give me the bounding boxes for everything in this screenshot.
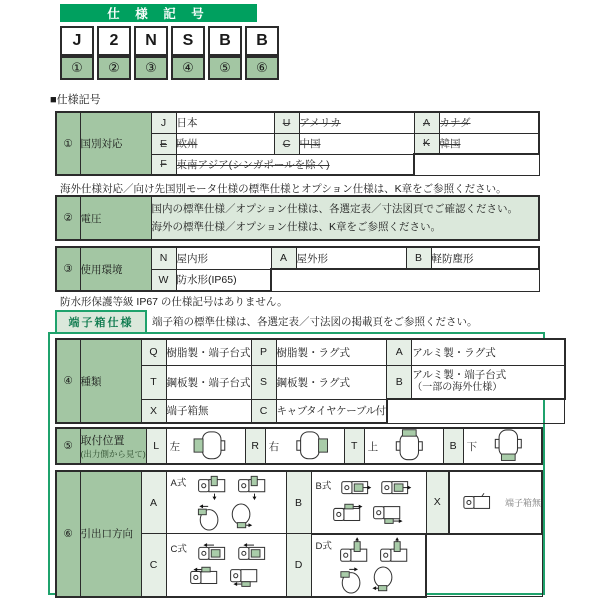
code-cell: W <box>151 269 176 291</box>
value-cell: 屋内形 <box>176 247 271 269</box>
value-cell: 鋼板製・ラグ式 <box>276 365 387 399</box>
value-cell: 下 <box>463 428 542 464</box>
value-cell: 軽防塵形 <box>431 247 539 269</box>
motor-outlet-left-icon <box>237 540 271 564</box>
value-cell: 東南アジア(シンガポールを除く) <box>176 154 414 175</box>
country-table <box>55 111 540 176</box>
row-label: 国別対応 <box>80 112 151 175</box>
no-terminal-box-diagram: 端子箱無 <box>450 491 541 513</box>
voltage-note-cell <box>151 196 539 240</box>
code-cell: A <box>387 339 412 365</box>
code-cell: Q <box>141 339 166 365</box>
code-cell: C <box>141 534 166 597</box>
row-number: ④ <box>56 339 80 423</box>
outlet-direction-c-diagram: C式 <box>167 538 286 592</box>
code-box-1: J <box>60 26 94 56</box>
code-cell: X <box>141 399 166 423</box>
overseas-note: 海外仕様対応／向け先国別モータ仕様の標準仕様とオプション仕様は、K章をご参照ください。 <box>60 183 507 195</box>
value-cell: 屋外形 <box>296 247 406 269</box>
motor-outlet-down-icon <box>197 474 231 502</box>
code-box-4: S <box>171 26 205 56</box>
row-number: ① <box>56 112 80 175</box>
motor-outlet-right-icon <box>340 477 374 501</box>
value-cell: 端子箱無 <box>166 399 251 423</box>
row-label: 種類 <box>80 339 141 423</box>
code-cell: U <box>274 112 299 133</box>
code-cell: P <box>251 339 276 365</box>
row-number: ⑤ <box>56 428 80 464</box>
code-cell: C <box>274 133 299 154</box>
outlet-direction-d-diagram: D式 <box>312 535 426 596</box>
terminal-box-left-icon <box>189 429 235 463</box>
terminal-box-section-label: 端子箱仕様 <box>55 310 147 334</box>
code-cell: B <box>443 428 463 464</box>
code-box-2: 2 <box>97 26 131 56</box>
code-cell: E <box>151 133 176 154</box>
value-cell: 防水形(IP65) <box>176 269 271 291</box>
code-box-5: B <box>208 26 242 56</box>
motor-outlet-left-icon <box>197 540 231 564</box>
voltage-table <box>55 195 540 241</box>
value-cell: 韓国 <box>439 133 539 154</box>
row-label: 取付位置 (出力側から見て) <box>80 428 146 464</box>
row-number: ⑥ <box>56 471 80 597</box>
motor-end-outlet-left-icon <box>197 502 223 533</box>
terminal-box-top-icon <box>387 429 433 463</box>
row-label: 電圧 <box>80 196 151 240</box>
code-cell: A <box>141 471 166 534</box>
value-cell: 樹脂製・ラグ式 <box>276 339 387 365</box>
row-number: ③ <box>56 247 80 291</box>
value-cell: 鋼板製・端子台式 <box>166 365 251 399</box>
index-box-2: ② <box>97 56 131 80</box>
value-cell: 欧州 <box>176 133 274 154</box>
row-label: 引出口方向 <box>80 471 141 597</box>
code-box-6: B <box>245 26 279 56</box>
row-label: 使用環境 <box>80 247 151 291</box>
motor-outlet-right-icon <box>380 477 414 501</box>
code-cell: N <box>151 247 176 269</box>
index-box-3: ③ <box>134 56 168 80</box>
motor-outlet-bottom-left-icon <box>229 564 263 592</box>
index-box-4: ④ <box>171 56 205 80</box>
value-cell: 右 <box>265 428 344 464</box>
no-terminal-box-cell <box>449 471 542 534</box>
voltage-note-line1: 国内の標準仕様／オプション仕様は、各選定表／寸法図頁でご確認ください。 <box>151 202 519 215</box>
code-cell: T <box>141 365 166 399</box>
value-cell: 日本 <box>176 112 274 133</box>
code-cell: K <box>414 133 439 154</box>
outlet-a-diagram-cell <box>166 471 286 534</box>
motor-outlet-down-icon <box>237 474 271 502</box>
value-cell: アメリカ <box>299 112 414 133</box>
outlet-d-diagram-cell <box>311 534 426 597</box>
index-box-6: ⑥ <box>245 56 279 80</box>
code-cell: D <box>286 534 311 597</box>
row-number: ② <box>56 196 80 240</box>
code-cell: T <box>344 428 364 464</box>
section-title: ■仕様記号 <box>50 94 101 106</box>
spec-code-title: 仕 様 記 号 <box>60 4 257 22</box>
environment-table <box>55 246 540 292</box>
outlet-c-diagram-cell <box>166 534 286 597</box>
code-cell: A <box>271 247 296 269</box>
value-cell: 中国 <box>299 133 414 154</box>
value-cell: 上 <box>364 428 443 464</box>
voltage-note-line2: 海外の標準仕様／オプション仕様は、K章をご参照ください。 <box>151 221 442 233</box>
code-cell: B <box>406 247 431 269</box>
outlet-direction-table <box>55 470 543 598</box>
value-cell: カナダ <box>439 112 539 133</box>
code-cell: S <box>251 365 276 399</box>
code-cell: F <box>151 154 176 175</box>
code-cell: X <box>426 471 449 534</box>
index-box-1: ① <box>60 56 94 80</box>
value-cell: 左 <box>166 428 245 464</box>
index-box-5: ⑤ <box>208 56 242 80</box>
code-cell: B <box>286 471 311 534</box>
motor-end-outlet-left-icon <box>371 565 397 596</box>
terminal-box-note: 端子箱の標準仕様は、各選定表／寸法図の掲載頁をご参照ください。 <box>152 316 478 328</box>
value-cell: キャブタイヤケーブル付 <box>276 399 387 423</box>
code-cell: B <box>387 365 412 399</box>
value-cell: 樹脂製・端子台式 <box>166 339 251 365</box>
motor-outlet-bottom-right-icon <box>372 501 406 529</box>
type-table <box>55 338 566 424</box>
code-box-3: N <box>134 26 168 56</box>
code-cell: C <box>251 399 276 423</box>
terminal-box-right-icon <box>288 429 334 463</box>
value-cell: アルミ製・端子台式 （一部の海外仕様） <box>412 365 565 399</box>
code-cell: R <box>245 428 265 464</box>
motor-outlet-up-icon <box>379 537 413 565</box>
outlet-direction-b-diagram: B式 <box>312 475 426 529</box>
code-cell: L <box>146 428 166 464</box>
outlet-direction-a-diagram: A式 <box>167 472 286 533</box>
code-cell: J <box>151 112 176 133</box>
code-cell: A <box>414 112 439 133</box>
mount-position-table <box>55 427 543 465</box>
motor-outlet-top-right-icon <box>332 501 366 529</box>
motor-end-outlet-right-icon <box>229 502 255 533</box>
motor-outlet-top-left-icon <box>189 564 223 592</box>
outlet-b-diagram-cell <box>311 471 426 534</box>
terminal-box-bottom-icon <box>486 429 532 463</box>
spec-index-boxes <box>60 56 279 80</box>
motor-no-terminal-box-icon <box>462 491 496 513</box>
waterproof-note: 防水形保護等級 IP67 の仕様記号はありません。 <box>60 296 288 308</box>
spec-code-boxes <box>60 26 279 56</box>
value-cell: アルミ製・ラグ式 <box>412 339 565 365</box>
motor-end-outlet-right-icon <box>339 565 365 596</box>
motor-outlet-up-icon <box>339 537 373 565</box>
